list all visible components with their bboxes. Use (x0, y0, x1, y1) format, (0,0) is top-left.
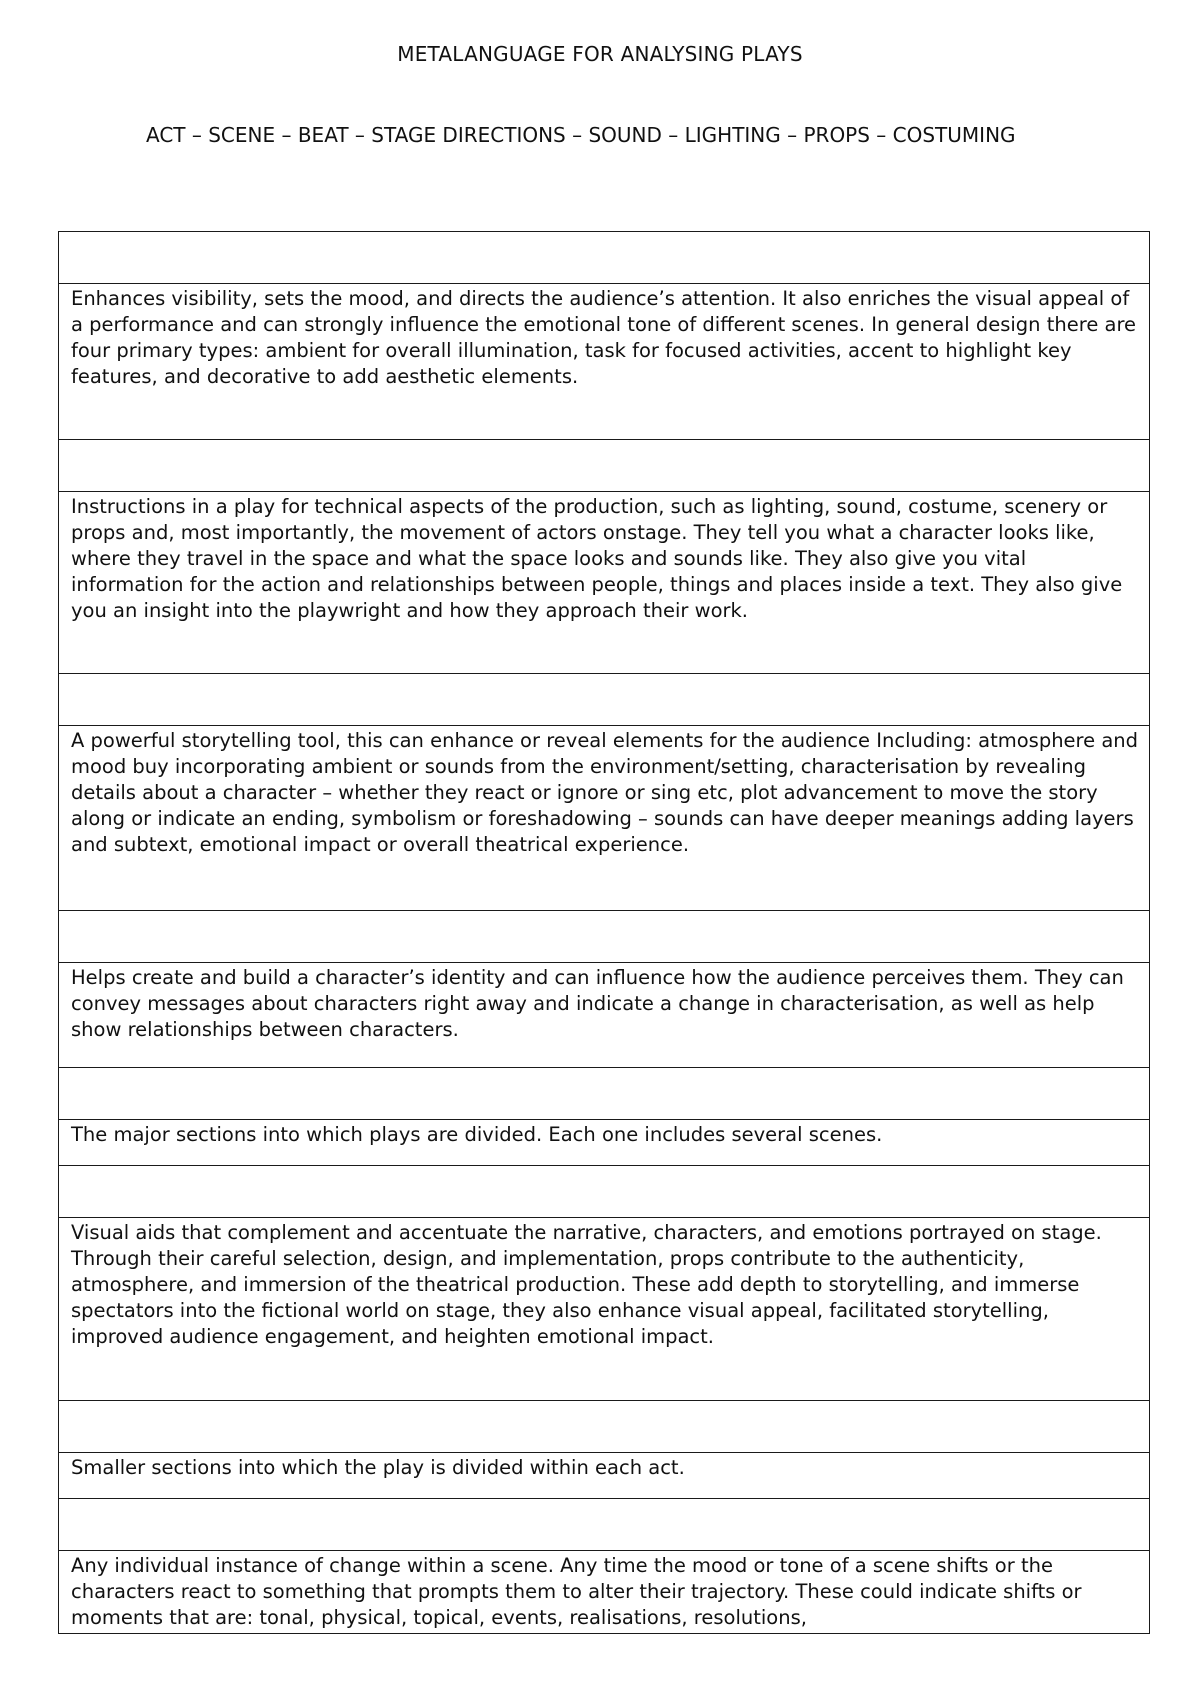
term-answer-cell[interactable] (59, 232, 1150, 284)
definition-row (59, 1218, 1150, 1401)
definition-cell: The major sections into which plays are divided. Each one includes several scenes. (59, 1120, 1150, 1166)
definition-row (59, 1551, 1150, 1634)
term-row (59, 911, 1150, 963)
definitions-table (58, 231, 1150, 1634)
definition-row (59, 1120, 1150, 1166)
term-row (59, 1401, 1150, 1453)
term-row (59, 674, 1150, 726)
term-answer-cell[interactable] (59, 1166, 1150, 1218)
definition-cell: Helps create and build a character’s identity and can influence how the audience perceives them. They can convey messages about characters right away and indicate a change in characterisation, as well as help show relationships between characters. (59, 963, 1150, 1068)
term-row (59, 1499, 1150, 1551)
term-answer-cell[interactable] (59, 1068, 1150, 1120)
term-answer-cell[interactable] (59, 674, 1150, 726)
term-answer-cell[interactable] (59, 440, 1150, 492)
definition-row (59, 1453, 1150, 1499)
term-row (59, 1166, 1150, 1218)
definition-row (59, 492, 1150, 674)
definition-row (59, 963, 1150, 1068)
definition-cell: Instructions in a play for technical aspects of the production, such as lighting, sound, costume, scenery or props and, most importantly, the movement of actors onstage. They tell you what a character looks like, where they travel in the space and what the space looks and sounds like. They also give you vital information for the action and relationships between people, things and places inside a text. They also give you an insight into the playwright and how they approach their work. (59, 492, 1150, 674)
definition-cell: Smaller sections into which the play is divided within each act. (59, 1453, 1150, 1499)
term-answer-cell[interactable] (59, 1499, 1150, 1551)
term-row (59, 1068, 1150, 1120)
term-row (59, 440, 1150, 492)
term-answer-cell[interactable] (59, 911, 1150, 963)
definition-cell: A powerful storytelling tool, this can enhance or reveal elements for the audience Including: atmosphere and mood buy incorporating ambient or sounds from the environment/setting, characterisation by revealing details about a character – whether they react or ignore or sing etc, plot advancement to move the story along or indicate an ending, symbolism or foreshadowing – sounds can have deeper meanings adding layers and subtext, emotional impact or overall theatrical experience. (59, 726, 1150, 911)
definition-cell: Visual aids that complement and accentuate the narrative, characters, and emotions portrayed on stage. Through their careful selection, design, and implementation, props contribute to the authenticity, atmosphere, and immersion of the theatrical production. These add depth to storytelling, and immerse spectators into the fictional world on stage, they also enhance visual appeal, facilitated storytelling, improved audience engagement, and heighten emotional impact. (59, 1218, 1150, 1401)
term-row (59, 232, 1150, 284)
page-title: METALANGUAGE FOR ANALYSING PLAYS (397, 42, 803, 66)
term-answer-cell[interactable] (59, 1401, 1150, 1453)
definition-row (59, 726, 1150, 911)
definition-cell: Any individual instance of change within a scene. Any time the mood or tone of a scene shifts or the characters react to something that prompts them to alter their trajectory. These could indicate shifts or moments that are: tonal, physical, topical, events, realisations, resolutions, (59, 1551, 1150, 1634)
definition-row (59, 284, 1150, 440)
definition-cell: Enhances visibility, sets the mood, and directs the audience’s attention. It also enriches the visual appeal of a performance and can strongly influence the emotional tone of different scenes. In general design there are four primary types: ambient for overall illumination, task for focused activities, accent to highlight key features, and decorative to add aesthetic elements. (59, 284, 1150, 440)
term-list: ACT – SCENE – BEAT – STAGE DIRECTIONS – SOUND – LIGHTING – PROPS – COSTUMING (146, 123, 1016, 147)
